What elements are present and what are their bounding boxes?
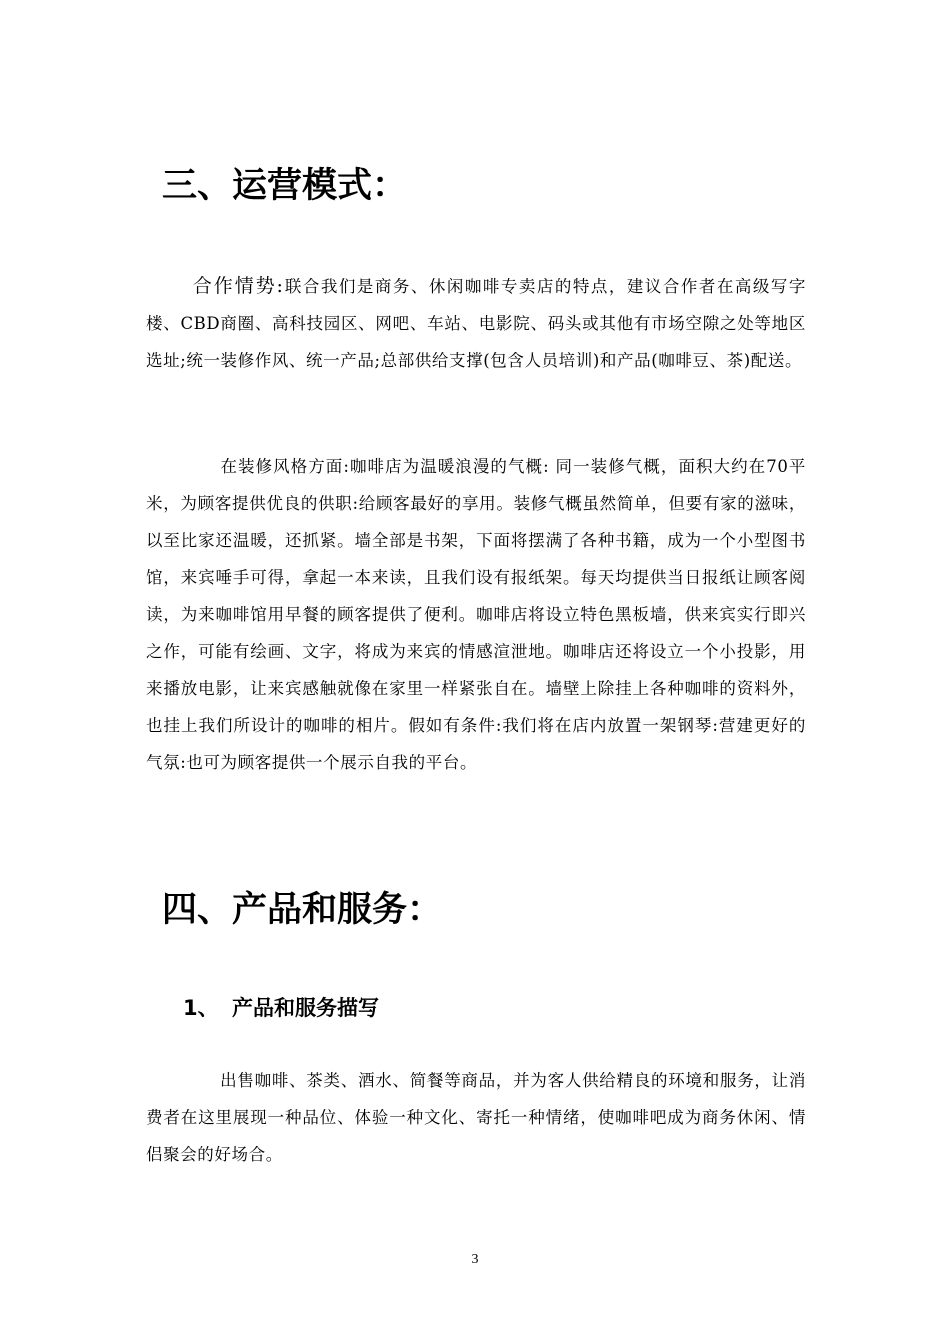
cooperation-label: 合作情势:	[192, 275, 284, 297]
subsection-1-title: 产品和服务描写	[232, 996, 379, 1020]
section-4-paragraph-1	[146, 1062, 806, 1173]
section-4-heading: 四、产品和服务：	[162, 890, 443, 930]
section-4-paragraph-1-text: 出售咖啡、茶类、酒水、简餐等商品，并为客人供给精良的环境和服务，让消费者在这里展现一种品位、体验一种文化、寄托一种情绪，使咖啡吧成为商务休闲、情侣聚会的好场合。	[146, 1071, 806, 1164]
section-3-paragraph-2-text: 在装修风格方面:咖啡店为温暖浪漫的气概: 同一装修气概，面积大约在70平米，为顾客提供优良的供职:给顾客最好的享用。装修气概虽然简单，但要有家的滋味，以至比家还温暖，还抓紧。墙全部是书架，下面将摆满了各种书籍，成为一个小型图书馆，来宾唾手可得，拿起一本来读，且我们设有报纸架。每天均提供当日报纸让顾客阅读，为来咖啡馆用早餐的顾客提供了便利。咖啡店将设立特色黑板墙，供来宾实行即兴之作，可能有绘画、文字，将成为来宾的情感渲泄地。咖啡店还将设立一个小投影，用来播放电影，让来宾感触就像在家里一样紧张自在。墙壁上除挂上各种咖啡的资料外，也挂上我们所设计的咖啡的相片。假如有条件:我们将在店内放置一架钢琴:营建更好的气氛:也可为顾客提供一个展示自我的平台。	[146, 457, 806, 772]
subsection-1-number: 1、	[183, 996, 219, 1020]
page-number: 3	[471, 1252, 479, 1267]
section-3-heading: 三、运营模式：	[162, 166, 408, 206]
section-3-paragraph-1-text: 联合我们是商务、休闲咖啡专卖店的特点，建议合作者在高级写字楼、CBD商圈、高科技园区、网吧、车站、电影院、码头或其他有市场空隙之处等地区选址;统一装修作风、统一产品;总部供给支撑(包含人员培训)和产品(咖啡豆、茶)配送。	[146, 277, 806, 370]
subsection-1-heading	[183, 993, 379, 1023]
section-3-paragraph-1	[146, 268, 806, 379]
section-3-paragraph-2	[146, 448, 806, 781]
